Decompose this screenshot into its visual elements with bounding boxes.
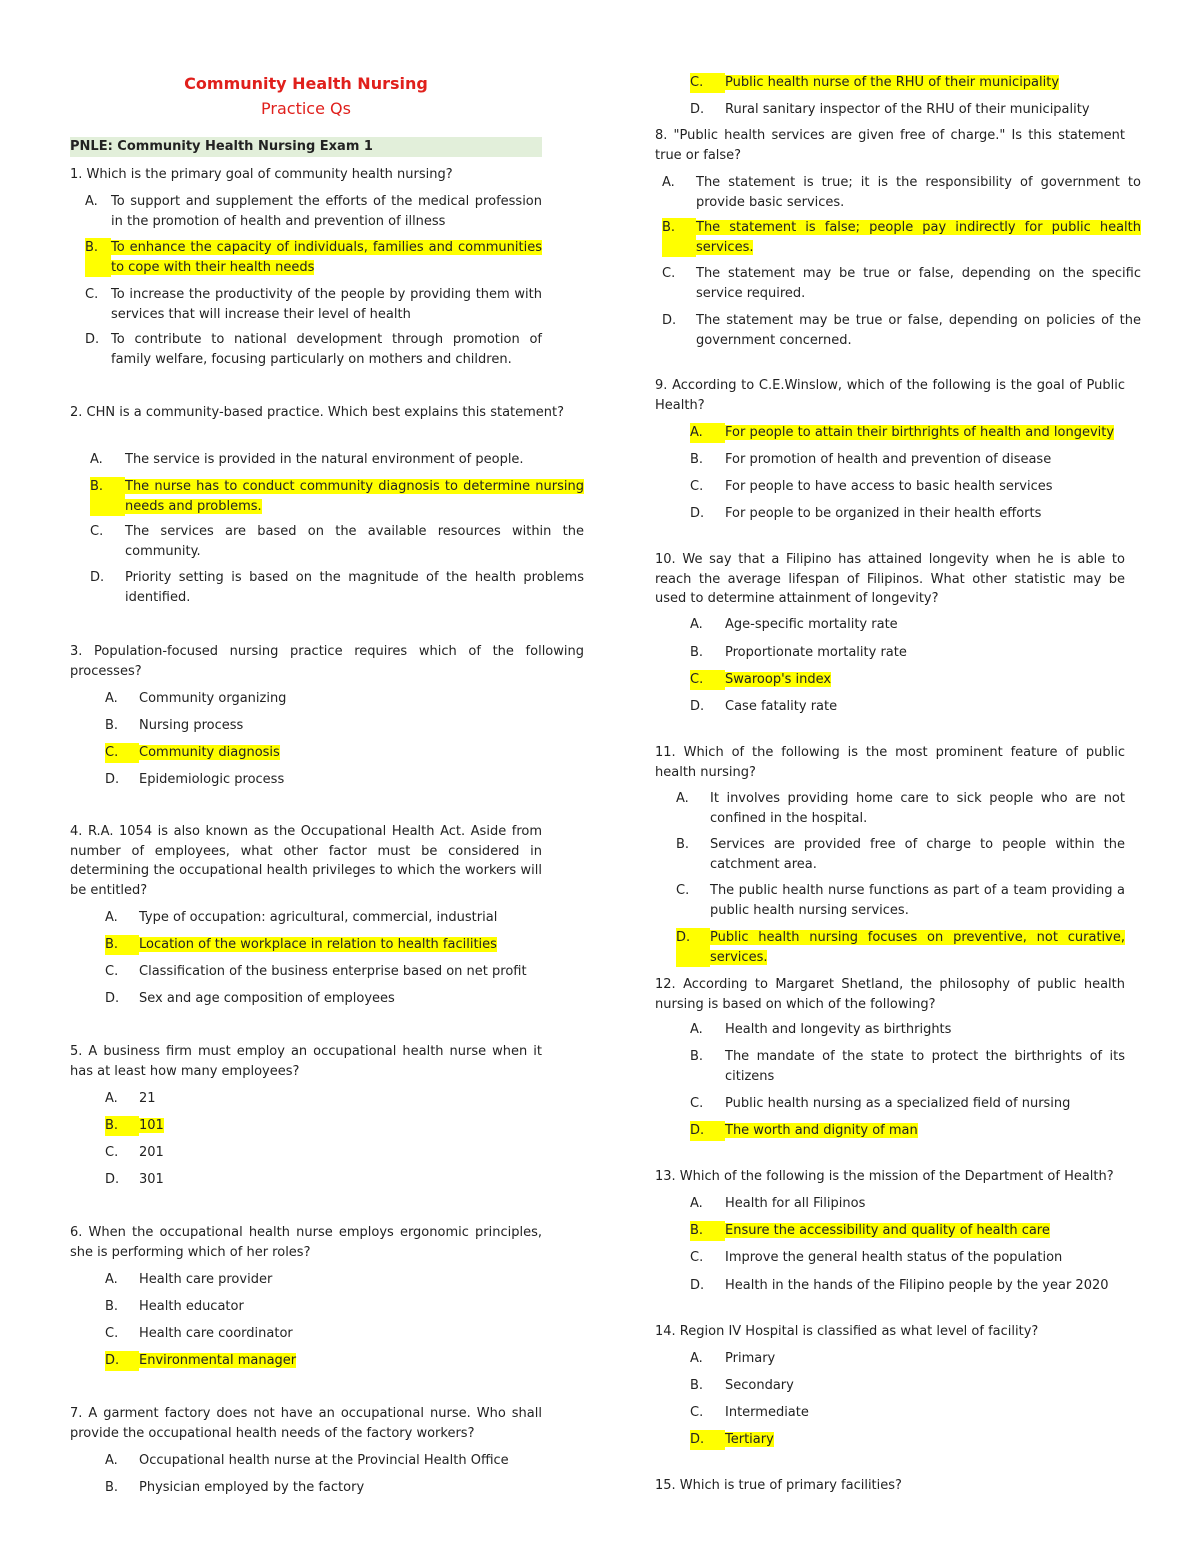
option-letter: B. bbox=[105, 935, 139, 955]
correct-answer-text bbox=[725, 670, 1125, 690]
answer-option bbox=[105, 1478, 542, 1498]
option-letter: C. bbox=[690, 1096, 704, 1111]
answer-option bbox=[690, 643, 1125, 663]
option-letter: A. bbox=[690, 423, 725, 443]
option-text: To contribute to national development through promotion of family welfare, focusing particularly on mothers and children. bbox=[111, 332, 542, 367]
option-letter: D. bbox=[690, 1278, 705, 1293]
answer-option bbox=[90, 568, 584, 607]
option-text: Primary bbox=[725, 1351, 776, 1366]
correct-answer-text bbox=[125, 477, 584, 516]
answer-option bbox=[105, 908, 542, 928]
option-letter: C. bbox=[676, 883, 690, 898]
option-text: Health in the hands of the Filipino people by the year 2020 bbox=[725, 1278, 1109, 1293]
question-text: 8. "Public health services are given free of charge." Is this statement true or false? bbox=[655, 128, 1125, 163]
question-text: 7. A garment factory does not have an occupational nurse. Who shall provide the occupational health needs of the factory workers? bbox=[70, 1406, 542, 1441]
correct-answer-text bbox=[139, 1351, 542, 1371]
option-letter: B. bbox=[676, 837, 690, 852]
option-letter: D. bbox=[105, 991, 120, 1006]
option-text: Health care coordinator bbox=[139, 1326, 293, 1341]
highlighted-answer: Location of the workplace in relation to health facilities bbox=[139, 937, 497, 952]
answer-option bbox=[85, 285, 542, 324]
answer-option bbox=[105, 935, 542, 955]
highlighted-answer: 101 bbox=[139, 1118, 164, 1133]
option-text: Occupational health nurse at the Provincial Health Office bbox=[139, 1453, 509, 1468]
correct-answer-text bbox=[725, 1430, 1125, 1450]
answer-option bbox=[690, 615, 1125, 635]
option-text: Health and longevity as birthrights bbox=[725, 1022, 952, 1037]
answer-option bbox=[662, 264, 1141, 303]
option-letter: B. bbox=[85, 238, 111, 277]
option-text: The statement may be true or false, depending on policies of the government concerned. bbox=[696, 313, 1141, 348]
page-title: Community Health Nursing bbox=[184, 74, 428, 93]
answer-option bbox=[690, 1221, 1125, 1241]
answer-option bbox=[105, 1451, 542, 1471]
question-text: 12. According to Margaret Shetland, the philosophy of public health nursing is based on which of the following? bbox=[655, 977, 1125, 1012]
option-letter: C. bbox=[105, 1145, 119, 1160]
option-letter: D. bbox=[105, 1172, 120, 1187]
answer-option bbox=[105, 1351, 542, 1371]
question-text: 13. Which of the following is the mission of the Department of Health? bbox=[655, 1169, 1114, 1184]
option-letter: C. bbox=[105, 1326, 119, 1341]
page-subtitle: Practice Qs bbox=[261, 98, 351, 118]
answer-option bbox=[690, 1121, 1125, 1141]
correct-answer-text bbox=[725, 1221, 1125, 1241]
question-text: 15. Which is true of primary facilities? bbox=[655, 1478, 902, 1493]
answer-option bbox=[85, 238, 542, 277]
option-text: 301 bbox=[139, 1172, 164, 1187]
correct-answer-text bbox=[111, 238, 542, 277]
highlighted-answer: The worth and dignity of man bbox=[725, 1123, 918, 1138]
option-letter: A. bbox=[85, 194, 98, 209]
answer-option bbox=[105, 689, 584, 709]
highlighted-answer: To enhance the capacity of individuals, families and communities to cope with their health needs bbox=[111, 240, 542, 275]
option-letter: C. bbox=[85, 287, 99, 302]
option-letter: D. bbox=[85, 332, 100, 347]
answer-option bbox=[690, 1194, 1125, 1214]
option-letter: D. bbox=[676, 928, 710, 967]
option-text: Improve the general health status of the population bbox=[725, 1250, 1063, 1265]
answer-option bbox=[105, 1116, 542, 1136]
answer-option bbox=[105, 989, 542, 1009]
question-text: 14. Region IV Hospital is classified as what level of facility? bbox=[655, 1324, 1039, 1339]
answer-option bbox=[105, 770, 584, 790]
option-text: Rural sanitary inspector of the RHU of their municipality bbox=[725, 102, 1090, 117]
option-letter: A. bbox=[105, 691, 118, 706]
highlighted-answer: Swaroop's index bbox=[725, 672, 832, 687]
answer-option bbox=[105, 1297, 542, 1317]
option-letter: B. bbox=[105, 1116, 139, 1136]
answer-option bbox=[690, 1047, 1125, 1086]
option-text: Services are provided free of charge to people within the catchment area. bbox=[710, 837, 1125, 872]
option-letter: B. bbox=[105, 718, 119, 733]
answer-option bbox=[690, 504, 1125, 524]
answer-option bbox=[690, 477, 1125, 497]
option-letter: A. bbox=[690, 1351, 703, 1366]
answer-option bbox=[690, 1430, 1125, 1450]
option-letter: C. bbox=[662, 266, 676, 281]
option-letter: A. bbox=[690, 617, 703, 632]
answer-option bbox=[690, 1094, 1125, 1114]
option-text: It involves providing home care to sick people who are not confined in the hospital. bbox=[710, 791, 1125, 826]
option-text: For promotion of health and prevention of disease bbox=[725, 452, 1052, 467]
option-text: Proportionate mortality rate bbox=[725, 645, 907, 660]
answer-option bbox=[690, 1403, 1125, 1423]
option-text: Classification of the business enterprise based on net profit bbox=[139, 964, 527, 979]
option-text: 201 bbox=[139, 1145, 164, 1160]
highlighted-answer: Public health nurse of the RHU of their municipality bbox=[725, 75, 1060, 90]
option-text: For people to have access to basic health services bbox=[725, 479, 1053, 494]
option-letter: C. bbox=[690, 1250, 704, 1265]
answer-option bbox=[105, 743, 584, 763]
answer-option bbox=[105, 716, 584, 736]
answer-option bbox=[105, 1324, 542, 1344]
correct-answer-text bbox=[139, 1116, 542, 1136]
option-letter: D. bbox=[690, 506, 705, 521]
option-text: Secondary bbox=[725, 1378, 794, 1393]
option-text: The statement is true; it is the responsibility of government to provide basic services. bbox=[696, 175, 1141, 210]
answer-option bbox=[690, 670, 1125, 690]
question-text: 4. R.A. 1054 is also known as the Occupational Health Act. Aside from number of employees, what other factor must be considered in determining the occupational health privileges to which the workers will be entitled? bbox=[70, 824, 542, 898]
answer-option bbox=[690, 423, 1125, 443]
answer-option bbox=[690, 1248, 1125, 1268]
option-text: Health care provider bbox=[139, 1272, 273, 1287]
option-text: Community organizing bbox=[139, 691, 287, 706]
answer-option bbox=[676, 928, 1125, 967]
option-letter: C. bbox=[690, 479, 704, 494]
option-text: The public health nurse functions as part of a team providing a public health nursing services. bbox=[710, 883, 1125, 918]
highlighted-answer: For people to attain their birthrights of health and longevity bbox=[725, 425, 1115, 440]
highlighted-answer: Tertiary bbox=[725, 1432, 774, 1447]
option-text: Health for all Filipinos bbox=[725, 1196, 866, 1211]
answer-option bbox=[90, 477, 584, 516]
option-text: To support and supplement the efforts of the medical profession in the promotion of health and prevention of illness bbox=[111, 194, 542, 229]
option-letter: B. bbox=[690, 1221, 725, 1241]
option-text: The service is provided in the natural environment of people. bbox=[125, 452, 524, 467]
option-text: Type of occupation: agricultural, commercial, industrial bbox=[139, 910, 498, 925]
option-letter: D. bbox=[90, 570, 105, 585]
option-text: Physician employed by the factory bbox=[139, 1480, 365, 1495]
question-text: 10. We say that a Filipino has attained longevity when he is able to reach the average lifespan of Filipinos. What other statistic may be used to determine attainment of longevity? bbox=[655, 552, 1125, 606]
answer-option bbox=[90, 522, 584, 561]
correct-answer-text bbox=[696, 218, 1141, 257]
correct-answer-text bbox=[710, 928, 1125, 967]
option-letter: A. bbox=[90, 452, 103, 467]
option-letter: B. bbox=[105, 1480, 119, 1495]
question-text: 2. CHN is a community-based practice. Which best explains this statement? bbox=[70, 405, 565, 420]
highlighted-answer: Public health nursing focuses on preventive, not curative, services. bbox=[710, 930, 1125, 965]
option-letter: B. bbox=[90, 477, 125, 516]
option-text: Intermediate bbox=[725, 1405, 809, 1420]
question-text: 11. Which of the following is the most prominent feature of public health nursing? bbox=[655, 745, 1125, 780]
option-letter: D. bbox=[662, 313, 677, 328]
question-text: 1. Which is the primary goal of community health nursing? bbox=[70, 167, 453, 182]
option-text: Sex and age composition of employees bbox=[139, 991, 395, 1006]
option-text: 21 bbox=[139, 1091, 156, 1106]
option-letter: D. bbox=[690, 1430, 725, 1450]
option-letter: B. bbox=[662, 218, 696, 257]
option-letter: B. bbox=[690, 1049, 704, 1064]
answer-option bbox=[662, 218, 1141, 257]
correct-answer-text bbox=[725, 1121, 1125, 1141]
option-letter: D. bbox=[105, 772, 120, 787]
option-text: Nursing process bbox=[139, 718, 244, 733]
answer-option bbox=[85, 330, 542, 369]
option-text: The services are based on the available resources within the community. bbox=[125, 524, 584, 559]
answer-option bbox=[690, 697, 1125, 717]
answer-option bbox=[85, 192, 542, 231]
correct-answer-text bbox=[725, 73, 1125, 93]
answer-option bbox=[105, 1270, 542, 1290]
option-text: Public health nursing as a specialized field of nursing bbox=[725, 1096, 1071, 1111]
option-letter: D. bbox=[105, 1351, 139, 1371]
option-letter: C. bbox=[690, 670, 725, 690]
answer-option bbox=[690, 1349, 1125, 1369]
option-text: Case fatality rate bbox=[725, 699, 838, 714]
option-letter: C. bbox=[90, 524, 104, 539]
correct-answer-text bbox=[139, 935, 542, 955]
document-title-block bbox=[70, 72, 542, 122]
question-text: 3. Population-focused nursing practice requires which of the following processes? bbox=[70, 644, 584, 679]
answer-option bbox=[690, 100, 1125, 120]
highlighted-answer: The nurse has to conduct community diagnosis to determine nursing needs and problems. bbox=[125, 479, 584, 514]
option-text: Priority setting is based on the magnitude of the health problems identified. bbox=[125, 570, 584, 605]
option-letter: A. bbox=[690, 1196, 703, 1211]
option-text: To increase the productivity of the people by providing them with services that will increase their level of health bbox=[111, 287, 542, 322]
option-letter: A. bbox=[105, 910, 118, 925]
exam-heading: PNLE: Community Health Nursing Exam 1 bbox=[70, 137, 542, 157]
answer-option bbox=[90, 450, 584, 470]
answer-option bbox=[690, 1376, 1125, 1396]
question-text: 5. A business firm must employ an occupational health nurse when it has at least how many employees? bbox=[70, 1044, 542, 1079]
option-text: Health educator bbox=[139, 1299, 244, 1314]
correct-answer-text bbox=[139, 743, 584, 763]
option-letter: D. bbox=[690, 1121, 725, 1141]
question-text: 6. When the occupational health nurse employs ergonomic principles, she is performing which of her roles? bbox=[70, 1225, 542, 1260]
answer-option bbox=[105, 1170, 542, 1190]
highlighted-answer: Ensure the accessibility and quality of health care bbox=[725, 1223, 1050, 1238]
option-letter: D. bbox=[690, 699, 705, 714]
answer-option bbox=[662, 173, 1141, 212]
option-text: For people to be organized in their health efforts bbox=[725, 506, 1042, 521]
question-text: 9. According to C.E.Winslow, which of the following is the goal of Public Health? bbox=[655, 378, 1125, 413]
answer-option bbox=[105, 1143, 542, 1163]
option-letter: A. bbox=[690, 1022, 703, 1037]
option-text: The statement may be true or false, depending on the specific service required. bbox=[696, 266, 1141, 301]
option-letter: C. bbox=[105, 743, 139, 763]
option-letter: C. bbox=[690, 73, 725, 93]
answer-option bbox=[690, 1276, 1125, 1296]
answer-option bbox=[690, 450, 1125, 470]
answer-option bbox=[676, 789, 1125, 828]
answer-option bbox=[690, 73, 1125, 93]
option-letter: C. bbox=[105, 964, 119, 979]
answer-option bbox=[105, 962, 542, 982]
answer-option bbox=[690, 1020, 1125, 1040]
option-letter: A. bbox=[105, 1272, 118, 1287]
option-letter: A. bbox=[105, 1453, 118, 1468]
highlighted-answer: Community diagnosis bbox=[139, 745, 280, 760]
option-text: Epidemiologic process bbox=[139, 772, 285, 787]
highlighted-answer: The statement is false; people pay indirectly for public health services. bbox=[696, 220, 1141, 255]
answer-option bbox=[676, 835, 1125, 874]
option-letter: B. bbox=[105, 1299, 119, 1314]
highlighted-answer: Environmental manager bbox=[139, 1353, 297, 1368]
option-letter: D. bbox=[690, 102, 705, 117]
option-letter: A. bbox=[662, 175, 675, 190]
option-letter: B. bbox=[690, 1378, 704, 1393]
option-letter: A. bbox=[676, 791, 689, 806]
correct-answer-text bbox=[725, 423, 1125, 443]
option-text: The mandate of the state to protect the birthrights of its citizens bbox=[725, 1049, 1125, 1084]
option-letter: A. bbox=[105, 1091, 118, 1106]
answer-option bbox=[662, 311, 1141, 350]
option-letter: C. bbox=[690, 1405, 704, 1420]
answer-option bbox=[105, 1089, 542, 1109]
option-letter: B. bbox=[690, 452, 704, 467]
option-letter: B. bbox=[690, 645, 704, 660]
answer-option bbox=[676, 881, 1125, 920]
option-text: Age-specific mortality rate bbox=[725, 617, 898, 632]
